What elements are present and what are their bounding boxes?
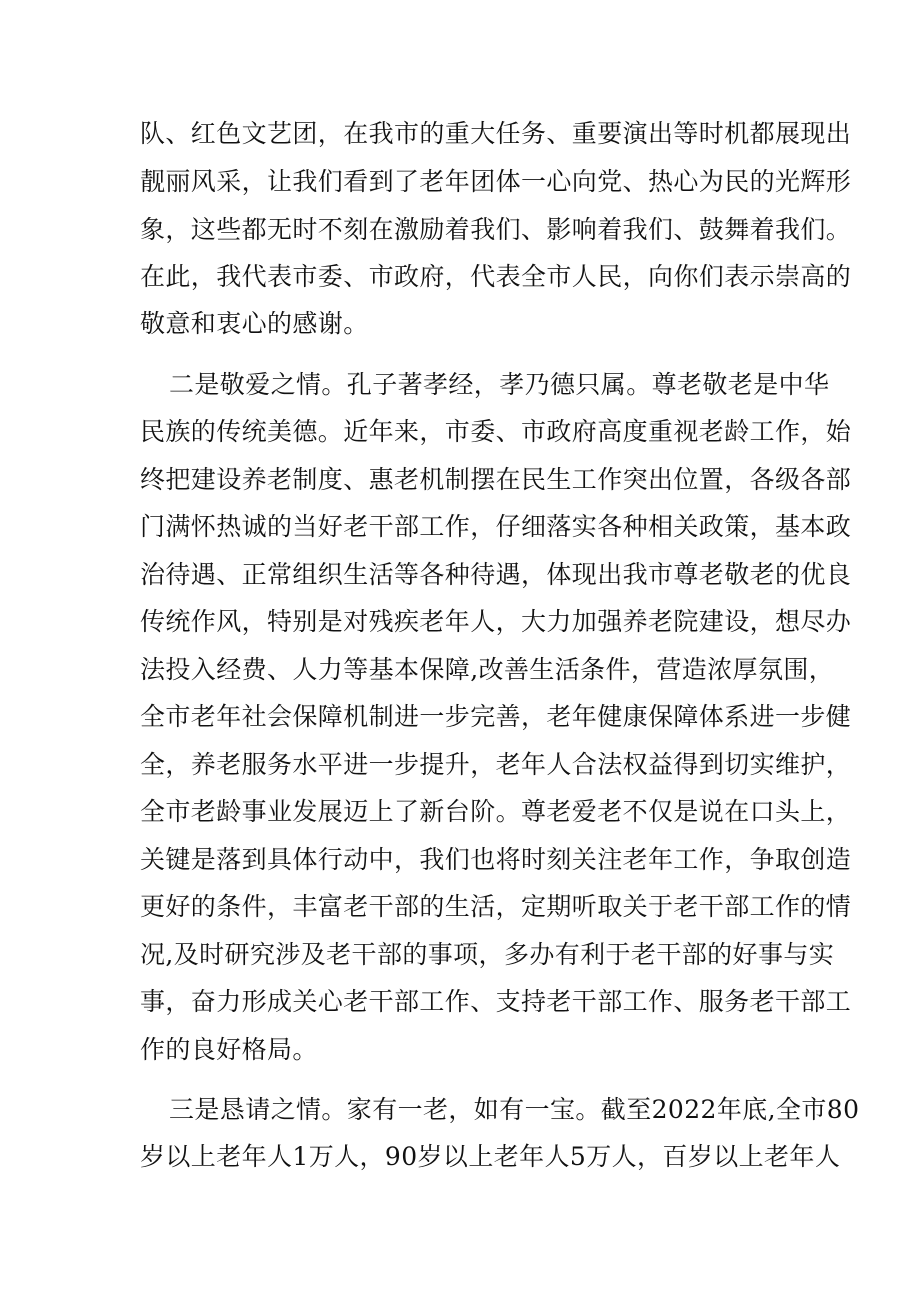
text-line: 全市老龄事业发展迈上了新台阶。尊老爱老不仅是说在口头上，	[140, 797, 852, 826]
text-line: 作的良好格局。	[140, 1035, 318, 1064]
text-line: 况,及时研究涉及老干部的事项，多办有利于老干部的好事与实	[140, 940, 835, 969]
text-line: 队、红色文艺团，在我市的重大任务、重要演出等时机都展现出	[140, 119, 852, 148]
paragraph-first-line: 二是敬爱之情。孔子著孝经，孝乃德只属。尊老敬老是中华	[169, 370, 830, 399]
text-line: 民族的传统美德。近年来，市委、市政府高度重视老龄工作，始	[140, 417, 852, 446]
text-line: 全，养老服务水平进一步提升，老年人合法权益得到切实维护，	[140, 750, 852, 779]
text-line: 传统作风，特别是对残疾老年人，大力加强养老院建设，想尽办	[140, 607, 852, 636]
text-line: 象，这些都无时不刻在激励着我们、影响着我们、鼓舞着我们。	[140, 215, 852, 244]
text-line: 法投入经费、人力等基本保障,改善生活条件，营造浓厚氛围，	[140, 655, 835, 684]
text-line: 敬意和衷心的感谢。	[140, 309, 369, 338]
text-line: 门满怀热诚的当好老干部工作，仔细落实各种相关政策，基本政	[140, 512, 852, 541]
text-line: 岁以上老年人1万人，90岁以上老年人5万人，百岁以上老年人	[140, 1142, 841, 1171]
text-line: 全市老年社会保障机制进一步完善，老年健康保障体系进一步健	[140, 702, 852, 731]
text-line: 治待遇、正常组织生活等各种待遇，体现出我市尊老敬老的优良	[140, 560, 852, 589]
text-line: 在此，我代表市委、市政府，代表全市人民，向你们表示崇高的	[140, 262, 852, 291]
text-line: 终把建设养老制度、惠老机制摆在民生工作突出位置，各级各部	[140, 465, 852, 494]
text-line: 更好的条件，丰富老干部的生活，定期听取关于老干部工作的情	[140, 892, 852, 921]
text-line: 事，奋力形成关心老干部工作、支持老干部工作、服务老干部工	[140, 987, 852, 1016]
paragraph-first-line: 三是恳请之情。家有一老，如有一宝。截至2022年底,全市80	[169, 1095, 860, 1124]
text-line: 靓丽风采，让我们看到了老年团体一心向党、热心为民的光辉形	[140, 167, 852, 196]
text-line: 关键是落到具体行动中，我们也将时刻关注老年工作，争取创造	[140, 845, 852, 874]
